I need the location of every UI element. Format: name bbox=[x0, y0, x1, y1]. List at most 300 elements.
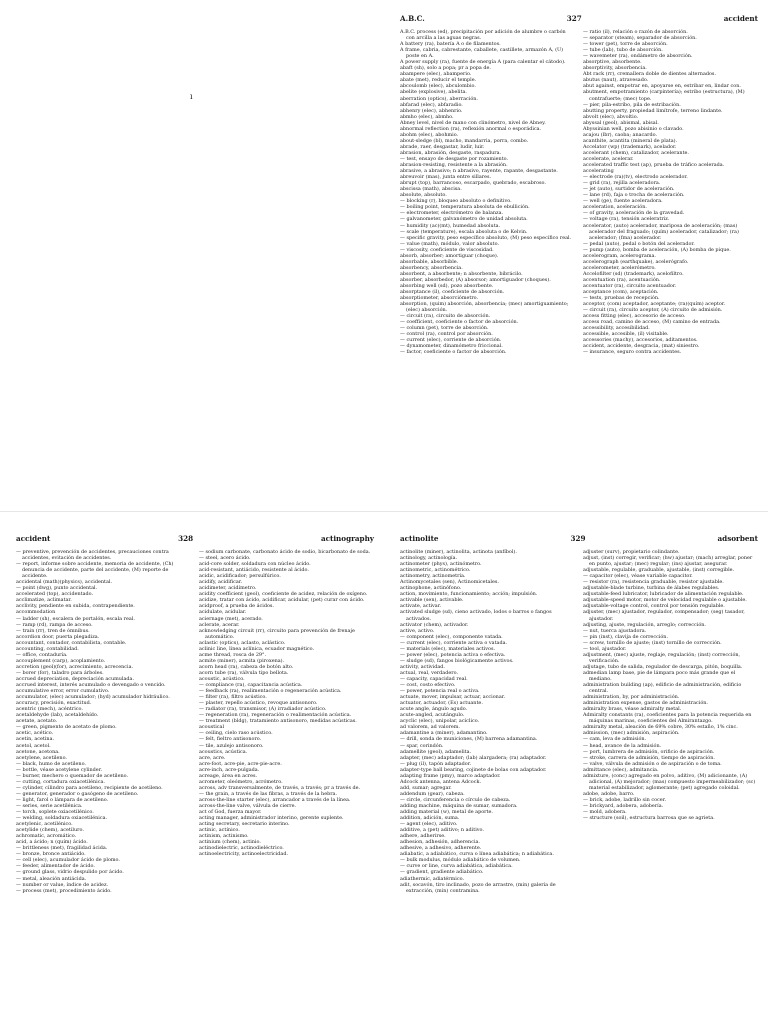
dictionary-entry: — black, humo de acetileno. bbox=[16, 760, 86, 767]
dictionary-entry: — pier, pila-estribo, pila de estribación. bbox=[583, 101, 681, 108]
column-left bbox=[400, 29, 575, 510]
dictionary-entry: abvolt (elec), abvoltio. bbox=[583, 113, 639, 120]
dictionary-entry: acetylenic, acetilénico. bbox=[16, 821, 73, 828]
dictionary-entry: additive, a (pet) aditivo; n aditivo. bbox=[400, 827, 484, 834]
dictionary-entry: acetic, acético. bbox=[16, 730, 54, 737]
dictionary-entry: Adcock antenna, antena Adcock. bbox=[400, 778, 482, 785]
dictionary-entry: absolute, absoluto. bbox=[400, 192, 447, 199]
dictionary-entry: acentric (mech), acéntrico. bbox=[16, 706, 83, 713]
dictionary-entry: — humidity (ac)(mt), humedad absoluta. bbox=[400, 222, 501, 229]
dictionary-entry: — cutting, cortadura oxiacetilénica. bbox=[16, 778, 105, 785]
dictionary-entry: admiralty brass, véase admiralty metal. bbox=[583, 706, 682, 713]
dictionary-entry: acre-foot, acre-pie, acre-pie-acre. bbox=[199, 760, 282, 767]
dictionary-entry: adjustable-blade turbine, turbina de álabes regulables. bbox=[583, 585, 720, 592]
page-number: 328 bbox=[178, 534, 194, 543]
dictionary-entry: action, movimiento, funcionamiento; acción; impulsión. bbox=[400, 591, 538, 598]
dictionary-entry: abampere (elec), abamperio. bbox=[400, 71, 472, 78]
dictionary-entry: — green, pigmento de acetato de plomo. bbox=[16, 724, 117, 731]
dictionary-entry: acoustic, acústico. bbox=[199, 675, 245, 682]
dictionary-entry: — series, serie acetilénica. bbox=[16, 802, 83, 809]
dictionary-entry: admiralty metal, aleación de 69% cobre, 30% estaño, 1% cinc. bbox=[583, 724, 738, 731]
dictionary-entry: abcoulomb (elec), abculombio. bbox=[400, 83, 476, 90]
dictionary-entry: accelerated traffic test (ap), prueba de tráfico acelerada. bbox=[583, 162, 725, 169]
dictionary-entry: abaft (sh), solo a popa; pr a popa de. bbox=[400, 65, 491, 72]
header-first-entry: actinolite bbox=[400, 534, 439, 543]
dictionary-entry: acting secretary, secretario interino. bbox=[199, 821, 290, 828]
dictionary-entry: actinology, actinología. bbox=[400, 555, 458, 562]
dictionary-entry: — separator (steam), separador de absorción. bbox=[583, 35, 697, 42]
dictionary-entry: — mold, adobera. bbox=[583, 809, 627, 816]
dictionary-entry: actinoelectricity, actinoelectricidad. bbox=[199, 851, 288, 858]
dictionary-entry: — scale (temperature), escala absoluta o de Kelvin. bbox=[400, 228, 528, 235]
dictionary-entry: — gradient, gradiente adiabático. bbox=[400, 869, 484, 876]
dictionary-entry: aclastic (optics), aclasto, aclástico. bbox=[199, 639, 286, 646]
dictionary-entry: — well (ge), fuente aceleradora. bbox=[583, 198, 663, 205]
dictionary-entry: accelerated (top), accidentado. bbox=[16, 591, 94, 598]
dictionary-entry: — preventive, prevención de accidentes, precauciones contra accidentes, evitación de accidentes. bbox=[16, 549, 169, 562]
dictionary-entry: admittance (elec), admitancia. bbox=[583, 766, 659, 773]
dictionary-entry: A.B.C. process (ed), precipitación por adición de alumbre o carbón con arcilla a las aguas negras. bbox=[400, 29, 566, 42]
dictionary-entry: A power supply (ra), fuente de energía A (para calentar el cátodo). bbox=[400, 59, 566, 66]
dictionary-entry: accelerogram, acelerograma. bbox=[583, 252, 656, 259]
dictionary-entry: acknowledging circuit (rr), circuito para prevención de frenaje automático. bbox=[199, 627, 355, 640]
header-first-entry: A.B.C. bbox=[400, 14, 425, 23]
dictionary-entry: access fitting (elec), accesorio de acceso. bbox=[583, 313, 686, 320]
dictionary-entry: — bottle, véase acetylene cylinder. bbox=[16, 766, 103, 773]
dictionary-entry: — light, farol o lámpara de acetileno. bbox=[16, 796, 109, 803]
dictionary-entry: — plaster, repello acústico, revoque antisonoro. bbox=[199, 700, 318, 707]
dictionary-entry: acetol, acetol. bbox=[16, 742, 51, 749]
dictionary-entry: — sludge (sd), fangos biológicamente activos. bbox=[400, 657, 514, 664]
dictionary-entry: — borer (for), taladro para árboles. bbox=[16, 669, 104, 676]
dictionary-entry: acceptor, (com) aceptador, aceptante; (ra)(quím) aceptor. bbox=[583, 301, 726, 308]
dictionary-entry: — screw, tornillo de ajuste; (inst) tornillo de corrección. bbox=[583, 639, 722, 646]
dictionary-entry: acidproof, a prueba de ácidos. bbox=[199, 603, 274, 610]
dictionary-entry: — brittleness (met), fragilidad ácida. bbox=[16, 845, 108, 852]
dictionary-entry: — voltage (ra), tensión aceleratriz. bbox=[583, 216, 670, 223]
dictionary-entry: acute-angled, acutángulo. bbox=[400, 712, 465, 719]
dictionary-entry: Abt rack (rr), cremallera doble de dientes alternados. bbox=[583, 71, 716, 78]
dictionary-entry: abmho (elec), abmho. bbox=[400, 113, 454, 120]
dictionary-entry: adapter, (mec) adaptador; (lab) alargadera; (ra) adaptador. bbox=[400, 754, 547, 761]
dictionary-entry: adamellite (geol), adamelita. bbox=[400, 748, 472, 755]
dictionary-entry: — cylinder, cilindro para acetileno, recipiente de acetileno. bbox=[16, 784, 163, 791]
page-number: 327 bbox=[566, 14, 582, 23]
dictionary-entry: abnormal reflection (ra), reflexión anormal o esporádica. bbox=[400, 125, 542, 132]
dictionary-entry: A frame, cabria, cabrestante, caballete, castillete, armazón A, (U) poste en A. bbox=[400, 47, 564, 60]
dictionary-entry: — bronze, bronce antiácido. bbox=[16, 851, 86, 858]
dictionary-entry: — ratio (il), relación o razón de absorción. bbox=[583, 29, 688, 35]
dictionary-entry: accelerate, acelerar. bbox=[583, 155, 634, 162]
dictionary-entry: adapter-type ball bearing, cojinete de bolas con adaptador. bbox=[400, 766, 547, 773]
dictionary-entry: accumulative error, error cumulativo. bbox=[16, 688, 110, 695]
dictionary-entry: abutment, empotramiento (carpintería); estribo (estructura), (M) contrafuerte; (mec) tope. bbox=[583, 89, 745, 102]
dictionary-entry: acrometer, oleómetro, acrómetro. bbox=[199, 778, 283, 785]
dictionary-entry: Accelofilter (sd) (trademark), acelofiltro. bbox=[583, 270, 684, 277]
dictionary-entry: — steel, acero ácido. bbox=[199, 555, 251, 562]
dictionary-entry: accounting, contabilidad. bbox=[16, 645, 79, 652]
dictionary-entry: across-the-line starter (elec), arrancador a través de la línea. bbox=[199, 796, 351, 803]
dictionary-entry: A battery (ra), batería A o de filamentos. bbox=[400, 41, 501, 48]
dictionary-entry: accelerograph (earthquake), acelerógrafo. bbox=[583, 258, 689, 265]
dictionary-entry: accessible, accesible, (il) visitable. bbox=[583, 331, 669, 338]
dictionary-entry: — specific gravity, peso específico absoluto, (M) peso específico real. bbox=[400, 234, 572, 241]
dictionary-entry: — electrode (ra)(tv), electrodo acelerador. bbox=[583, 174, 688, 181]
dictionary-entry: absorbable, absorbible. bbox=[400, 258, 459, 265]
dictionary-entry: — torch, soplete oxiacetilénico. bbox=[16, 809, 94, 816]
dictionary-entry: adjustable-feed lubricator, lubricador de alimentación regulable. bbox=[583, 591, 744, 598]
dictionary-entry: acidic, acidificador; persulfúrico. bbox=[199, 573, 281, 580]
dictionary-entry: accouplement (carp), acoplamiento. bbox=[16, 657, 106, 664]
dictionary-entry: actinophone, actinófono. bbox=[400, 585, 462, 592]
margin-mark: ı bbox=[190, 92, 193, 101]
dictionary-entry: — report, informe sobre accidente, memoria de accidente, (Ch) denuncia de accidente, parte del accidente, (M) reporte de accidente. bbox=[16, 561, 174, 580]
dictionary-entry: — stroke, carrera de admisión, tiempo de aspiración. bbox=[583, 754, 715, 761]
dictionary-entry: — tool, ajustador. bbox=[583, 645, 627, 652]
dictionary-entry: — value (math), módulo, valor absoluto. bbox=[400, 240, 500, 247]
dictionary-entry: abutus (naut), atravesado. bbox=[583, 77, 649, 84]
dictionary-entry: adding material (w), metal de aporte. bbox=[400, 809, 493, 816]
dictionary-entry: actinometry, actinometría. bbox=[400, 573, 466, 580]
dictionary-entry: accessibility, accesibilidad. bbox=[583, 325, 650, 332]
dictionary-entry: accrued interest, interés acumulado o devengado o vencido. bbox=[16, 682, 166, 689]
dictionary-entry: accessories (machy), accesorios, aditamentos. bbox=[583, 337, 698, 344]
dictionary-entry: acanthite, acantita (mineral de plata). bbox=[583, 137, 678, 144]
dictionary-entry: acetylide (chem), acetiluro. bbox=[16, 827, 84, 834]
dictionary-entry: acetin, acetina. bbox=[16, 736, 55, 743]
dictionary-entry: absorptive, absorbente. bbox=[583, 59, 642, 66]
dictionary-entry: acid-core solder, soldadura con núcleo ácido. bbox=[199, 561, 311, 568]
dictionary-entry: activator (chem), activador. bbox=[400, 621, 469, 628]
page-header bbox=[400, 14, 758, 26]
dictionary-entry: absorptance (il), coeficiente de absorción. bbox=[400, 289, 505, 296]
dictionary-entry: — circuit (ra), circuito de absorción. bbox=[400, 313, 491, 320]
dictionary-entry: absorber, absorbedor, (A) absorsor; amortiguador (choques). bbox=[400, 276, 551, 283]
dictionary-entry: — port, lumbrera de admisión, orificio de aspiración. bbox=[583, 748, 715, 755]
dictionary-entry: adhesive, a adhesivo, adherente. bbox=[400, 845, 482, 852]
dictionary-entry: — feedback (ra), realimentación o regeneración acústica. bbox=[199, 688, 342, 695]
dictionary-entry: — electrometer, electrómetro de balanza. bbox=[400, 210, 504, 217]
dictionary-entry: actinodielectric, actinodieléctrico. bbox=[199, 845, 284, 852]
dictionary-entry: abate (met), reducir el temple. bbox=[400, 77, 477, 84]
dictionary-entry: — brick, adobe, ladrillo sin cocer. bbox=[583, 796, 667, 803]
dictionary-entry: acyclic (elec), unipolar, acíclico. bbox=[400, 718, 480, 725]
blank-page-area bbox=[0, 0, 384, 512]
dictionary-entry: acidity coefficient (geol), coeficiente de acidez, relación de oxígeno. bbox=[199, 591, 368, 598]
dictionary-entry: — head, avance de la admisión. bbox=[583, 742, 662, 749]
dictionary-entry: — jet (auto), surtidor de aceleración. bbox=[583, 186, 675, 193]
dictionary-entry: addendum (gear), cabeza. bbox=[400, 790, 465, 797]
dictionary-entry: — burner, mechero o quemador de acetileno. bbox=[16, 772, 129, 779]
dictionary-entry: activity, actividad. bbox=[400, 663, 445, 670]
dictionary-entry: — capacity, capacidad real. bbox=[400, 675, 468, 682]
dictionary-entry: — lane (rd), faja o trocha de aceleración. bbox=[583, 192, 685, 199]
dictionary-entry: — ceiling, cielo raso acústico. bbox=[199, 730, 273, 737]
dictionary-entry: acceptance (com), aceptación. bbox=[583, 289, 659, 296]
dictionary-entry: — circle, circunferencia o círculo de cabeza. bbox=[400, 796, 511, 803]
dictionary-entry: abut against, empotrar en, apoyarse en, estribar en, lindar con. bbox=[583, 83, 741, 90]
column-right bbox=[583, 549, 758, 1022]
dictionary-entry: — point (dwg), punto accidental. bbox=[16, 585, 98, 592]
dictionary-entry: accretion (geol)(for), acrecimiento, acrecencia. bbox=[16, 663, 134, 670]
dictionary-entry: adjustable-speed motor, motor de velocidad regulable o ajustable. bbox=[583, 597, 747, 604]
dictionary-entry: acid, a ácido; n (quím) ácido. bbox=[16, 839, 88, 846]
dictionary-entry: accelerometer, acelerómetro. bbox=[583, 264, 656, 271]
dictionary-entry: adjusting, ajuste, regulación, arreglo; corrección. bbox=[583, 621, 706, 628]
dictionary-entry: acorn head (ra), cabeza de botón alto. bbox=[199, 663, 294, 670]
dictionary-entry: acceleration, aceleración. bbox=[583, 204, 647, 211]
dictionary-entry: abreuvoir (mas), junta entre sillares. bbox=[400, 174, 492, 181]
dictionary-entry: accommodation bbox=[16, 609, 56, 616]
header-last-entry: actinography bbox=[320, 534, 374, 543]
dictionary-entry: — resistor (ra), resistencia graduable, resistor ajustable. bbox=[583, 579, 724, 586]
dictionary-entry: — cell (elec), acumulador ácido de plomo. bbox=[16, 857, 120, 864]
column-left bbox=[400, 549, 575, 1022]
dictionary-entry: access road, camino de acceso, (M) camino de entrada. bbox=[583, 319, 721, 326]
dictionary-entry: — pump (auto), bomba de aceleración, (A) bomba de pique. bbox=[583, 246, 731, 253]
dictionary-entry: — power (elec), potencia activa o efectiva. bbox=[400, 651, 506, 658]
page-columns bbox=[400, 29, 758, 510]
header-last-entry: accident bbox=[723, 14, 758, 23]
dictionary-entry: — control (ra), control por absorción. bbox=[400, 331, 493, 338]
dictionary-entry: across-the-line valve, válvula de cierre. bbox=[199, 802, 297, 809]
dictionary-entry: adjuster, (mec) ajustador, regulador, compensador; (seg) tasador, ajustador. bbox=[583, 609, 745, 622]
dictionary-entry: — viscosity, coeficiente de viscosidad. bbox=[400, 246, 494, 253]
dictionary-entry: actinic, actínico. bbox=[199, 827, 240, 834]
dictionary-entry: abfarad (elec), abfaradio. bbox=[400, 101, 463, 108]
dictionary-entry: aclinic line, línea aclínica, ecuador magnético. bbox=[199, 645, 315, 652]
dictionary-entry: — of gravity, aceleración de la gravedad. bbox=[583, 210, 685, 217]
dictionary-entry: — feeder, alimentador de ácido. bbox=[16, 863, 95, 870]
dictionary-entry: — drill, sonda de municiones, (M) barrena adamantina. bbox=[400, 736, 538, 743]
dictionary-entry: — bulk modulus, módulo adiabático de volumen. bbox=[400, 857, 521, 864]
dictionary-entry: abrasive, a abrasivo; n abrasivo, rayente, rapante, desgastante. bbox=[400, 168, 558, 175]
dictionary-entry: — generator, generador o gasógeno de acetileno. bbox=[16, 790, 139, 797]
header-last-entry: adsorbent bbox=[717, 534, 758, 543]
page-number: 329 bbox=[570, 534, 586, 543]
dictionary-entry: abscissa (math), abscisa. bbox=[400, 186, 462, 193]
dictionary-entry: add, sumar; agregar. bbox=[400, 784, 452, 791]
dictionary-entry: adhere, adherirse. bbox=[400, 833, 446, 840]
dictionary-entry: acidimeter, acidímetro. bbox=[199, 585, 257, 592]
dictionary-entry: abrasion, abrasión, desgaste, raspadura. bbox=[400, 149, 502, 156]
dictionary-entry: active, activo. bbox=[400, 627, 435, 634]
dictionary-entry: activable (sen), activable. bbox=[400, 597, 464, 604]
dictionary-entry: Abney level, nivel de mano con clinómetro, nivel de Abney. bbox=[400, 119, 546, 126]
dictionary-entry: — ladder (sh), escalera de portalón, escala real. bbox=[16, 615, 135, 622]
dictionary-entry: accordion door, puerta plegadiza. bbox=[16, 633, 100, 640]
dictionary-entry: acre-inch, acre-pulgada. bbox=[199, 766, 260, 773]
dictionary-entry: accentuation (ra), acentuación. bbox=[583, 276, 661, 283]
dictionary-entry: — circuit (ra), circuito aceptor, (A) circuito de admisión. bbox=[583, 307, 723, 314]
dictionary-entry: — welding, soldadura oxiacetilénica. bbox=[16, 815, 108, 822]
dictionary-entry: accentuator (ra), circuito acentuador. bbox=[583, 282, 677, 289]
dictionary-entry: absorb, absorber; amortiguar (choque). bbox=[400, 252, 499, 259]
dictionary-entry: actinolite (miner), actinolita, actinota (anfíbol). bbox=[400, 549, 517, 555]
dictionary-entry: — brickyard, adobera, adobería. bbox=[583, 802, 664, 809]
dictionary-entry: — cost, costo efectivo. bbox=[400, 682, 456, 689]
dictionary-entry: acetone, acetona. bbox=[16, 748, 60, 755]
dictionary-entry: acute angle, ángulo agudo. bbox=[400, 706, 468, 713]
dictionary-entry: abrade, raer, desgastar, ludir, luir. bbox=[400, 143, 485, 150]
column-right bbox=[583, 29, 758, 510]
dictionary-entry: absorptiometer, absorciómetro. bbox=[400, 295, 479, 302]
dictionary-entry: aclerate, acerar. bbox=[199, 621, 240, 628]
dictionary-entry: — wavemeter (ra), ondámetro de absorción. bbox=[583, 53, 693, 60]
dictionary-entry: — ground glass, vidrio despulido por ácido. bbox=[16, 869, 124, 876]
dictionary-entry: — tower (pet), torre de absorción. bbox=[583, 41, 668, 48]
header-first-entry: accident bbox=[16, 534, 51, 543]
dictionary-entry: admedian lamp base, pie de lámpara poco más grande que el mediano. bbox=[583, 669, 736, 682]
dictionary-entry: — nut, tuerca ajustadora. bbox=[583, 627, 647, 634]
dictionary-entry: — capacitor (elec), véase variable capacitor. bbox=[583, 573, 693, 580]
column-right bbox=[199, 549, 374, 1022]
dictionary-entry: Accelator (wp) (trademark), acelador. bbox=[583, 143, 677, 150]
dictionary-entry: — structure (soil), estructura barrosa que se agrieta. bbox=[583, 815, 715, 822]
dictionary-entry: absorption, (quim) absorción, absorbencia; (mec) amortiguamiento; (elec) absorción. bbox=[400, 301, 569, 314]
dictionary-entry: — tube (lab), tubo de absorción. bbox=[583, 47, 663, 54]
dictionary-entry: adjustable, regulable, graduable, ajustable, (inst) corregible. bbox=[583, 567, 735, 574]
dictionary-entry: Admiralty constants (ra), coeficientes para la potencia requerida en máquinas marinas, coeficientes del Almirantazgo. bbox=[583, 712, 752, 725]
dictionary-entry: acoustical bbox=[199, 724, 225, 731]
dictionary-entry: actual, real, verdadero. bbox=[400, 669, 458, 676]
dictionary-entry: activated sludge (sd), cieno activado, lodos o barros o fangos activados. bbox=[400, 609, 552, 622]
dictionary-entry: Actinomycetales (sen), Actinomicetales. bbox=[400, 579, 499, 586]
dictionary-entry: across, adv transversalmente, de través, a través; pr a través de. bbox=[199, 784, 361, 791]
dictionary-entry: acidulate, acidular. bbox=[199, 609, 247, 616]
dictionary-entry: accuracy, precisión, exactitud. bbox=[16, 700, 92, 707]
dictionary-entry: accumulator, (elec) acumulador; (hyd) acumulador hidráulico. bbox=[16, 694, 170, 701]
dictionary-entry: — current (elec), corriente activa o vatada. bbox=[400, 639, 508, 646]
dictionary-entry: administration building (ap), edificio de administración, edificio central. bbox=[583, 682, 742, 695]
page-columns bbox=[400, 549, 758, 1022]
dictionary-entry: actinium (chem), actinio. bbox=[199, 839, 261, 846]
dictionary-entry: abelite (explosive), abelita. bbox=[400, 89, 467, 96]
dictionary-entry: absorbing well (sd), pozo absorbente. bbox=[400, 282, 494, 289]
dictionary-entry: acme thread, rosca de 29°. bbox=[199, 651, 267, 658]
dictionary-entry: absorbency, absorbencia. bbox=[400, 264, 463, 271]
dictionary-entry: about-sledge (bl), macho, mandarria, porra, combo. bbox=[400, 137, 529, 144]
dictionary-entry: acetate, acetato. bbox=[16, 718, 58, 725]
dictionary-entry: absorbent, a absorbente; n absorbente, bibrácilo. bbox=[400, 270, 523, 277]
column-left bbox=[16, 549, 191, 1022]
dictionary-entry: accelerating bbox=[583, 168, 614, 175]
dictionary-entry: — blocking (r), bloqueo absoluto o definitivo. bbox=[400, 198, 512, 205]
dictionary-entry: accident, accidente, desgracia, (mat) siniestro. bbox=[583, 343, 700, 350]
dictionary-entry: accelerator, (auto) acelerador, mariposa de aceleración; (mas) acelerador del fraguado; (quím) acelerador, catalizador; (ra) acelerador; (fma) acelerador. bbox=[583, 222, 739, 241]
dictionary-entry: adding machine, máquina de sumar, sumadora. bbox=[400, 802, 518, 809]
dictionary-entry: — agent (elec), aditivo. bbox=[400, 821, 458, 828]
dictionary-entry: — the grain, a través de las fibras, a través de la hebra. bbox=[199, 790, 338, 797]
dictionary-entry: acajou (lbr), caoba; anacardo. bbox=[583, 131, 658, 138]
dictionary-entry: actinism, actinismo. bbox=[199, 833, 249, 840]
dictionary-entry: — curve or line, curva adiabática, adiabática. bbox=[400, 863, 513, 870]
dictionary-entry: acre, acre. bbox=[199, 754, 226, 761]
dictionary-entry: acidify, acidificar. bbox=[199, 579, 243, 586]
dictionary-entry: — coefficient, coeficiente o factor de absorción. bbox=[400, 319, 519, 326]
dictionary-entry: adiathermic, adiatérmico. bbox=[400, 875, 465, 882]
dictionary-entry: accrued depreciation, depreciación acumulada. bbox=[16, 675, 135, 682]
dictionary-entry: — cam, leva de admisión. bbox=[583, 736, 647, 743]
dictionary-entry: — grid (ra), rejilla aceleradora. bbox=[583, 180, 661, 187]
dictionary-entry: — ramp (rd), rampa de acceso. bbox=[16, 621, 93, 628]
dictionary-entry: adit, socavón, tiro inclinado, pozo de arrastre, (min) galería de extracción, (min) contramina. bbox=[400, 881, 556, 894]
dictionary-entry: — test, ensayo de desgaste por rozamiento. bbox=[400, 155, 509, 162]
dictionary-entry: — metal, aleación antiácida. bbox=[16, 875, 87, 882]
dictionary-entry: actinometer (phys), actinómetro. bbox=[400, 561, 482, 568]
dictionary-entry: — spar, corindón. bbox=[400, 742, 444, 749]
dictionary-entry: aciernage (met), acerado. bbox=[199, 615, 263, 622]
dictionary-entry: — insurance, seguro contra accidentes. bbox=[583, 349, 682, 356]
dictionary-entry: accelerant (chem), catalizador, acelerante. bbox=[583, 149, 689, 156]
dictionary-entry: acorn tube (ra), válvula tipo bellota. bbox=[199, 669, 289, 676]
dictionary-entry: acidize, tratar con ácido, acidificar, acidular, (pet) curar con ácido. bbox=[199, 597, 365, 604]
dictionary-entry: — plug (il), tapón adaptador. bbox=[400, 760, 472, 767]
dictionary-entry: adobe, adobe, barro. bbox=[583, 790, 635, 797]
dictionary-entry: Abyssinian well, pozo abisinio o clavado. bbox=[583, 125, 684, 132]
dictionary-entry: acmite (miner), acmita (piroxena). bbox=[199, 657, 285, 664]
dictionary-entry: adjustment, (mec) ajuste, reglaje, regulación; (inst) corrección, verificación. bbox=[583, 651, 741, 664]
dictionary-entry: adjuster (surv), propietario colindante. bbox=[583, 549, 680, 555]
dictionary-entry: actuator, actuador, (Es) actuante. bbox=[400, 700, 483, 707]
dictionary-entry: absorptivity, absorbencia. bbox=[583, 65, 647, 72]
dictionary-entry: adjutage, tubo de salida, regulador de descarga, pitón, boquilla. bbox=[583, 663, 743, 670]
dictionary-entry: — compliance (ra), capacitancia acústica. bbox=[199, 682, 303, 689]
dictionary-page-328 bbox=[0, 512, 384, 1024]
dictionary-entry: administration expense, gastos de administración. bbox=[583, 700, 708, 707]
dictionary-entry: — treatment (bldg), tratamiento antisonoro, medidas acústicas. bbox=[199, 718, 357, 725]
dictionary-entry: adiabatic, a adiabático, curva o línea adiabática; n adiabática. bbox=[400, 851, 554, 858]
dictionary-entry: accountant, contador, contabilista, contable. bbox=[16, 639, 127, 646]
dictionary-entry: adjustable-voltage control, control por tensión regulable. bbox=[583, 603, 725, 610]
dictionary-entry: abutting property, propiedad limítrofe, terreno lindante. bbox=[583, 107, 723, 114]
dictionary-entry: abrupt (top), barrancoso, escarpado, quebrado, escabroso. bbox=[400, 180, 546, 187]
dictionary-entry: — boiling point, temperatura absoluta de ebullición. bbox=[400, 204, 530, 211]
dictionary-entry: — column (pet), torre de absorción. bbox=[400, 325, 489, 332]
dictionary-entry: addition, adición, suma. bbox=[400, 815, 460, 822]
dictionary-entry: actuate, mover, impulsar, actuar, accionar. bbox=[400, 694, 506, 701]
dictionary-entry: — dynamometer, dinamómetro friccional. bbox=[400, 343, 503, 350]
dictionary-entry: — office, contaduría. bbox=[16, 651, 68, 658]
dictionary-entry: acid-resistant, antiácido, resistente al ácido. bbox=[199, 567, 309, 574]
dictionary-entry: — process (met), procedimiento ácido. bbox=[16, 887, 112, 894]
dictionary-entry: — tile, azulejo antisonoro. bbox=[199, 742, 264, 749]
dictionary-entry: — current (elec), corriente de absorción. bbox=[400, 337, 502, 344]
dictionary-entry: admixture, (conc) agregado en polvo, aditivo, (M) adicionante, (A) adicional, (A) mejorador; (mas) compuesto impermeabilizador; (sc) material estabilizador, aglomerante; (pet) agregado coloidal. bbox=[583, 772, 756, 791]
dictionary-entry: acoustics, acústica. bbox=[199, 748, 248, 755]
dictionary-entry: — galvanometer, galvanómetro de unidad absoluta. bbox=[400, 216, 528, 223]
dictionary-entry: ad valorem, ad valorem. bbox=[400, 724, 460, 731]
dictionary-entry: — factor, coeficiente o factor de absorción. bbox=[400, 349, 507, 356]
dictionary-entry: — number or value, índice de acidez. bbox=[16, 881, 109, 888]
dictionary-entry: acetaldehyde (lab), acetaldehído. bbox=[16, 712, 99, 719]
dictionary-entry: actinometric, actinométrico. bbox=[400, 567, 471, 574]
dictionary-entry: adapting frame (pmy), marco adaptador. bbox=[400, 772, 501, 779]
dictionary-entry: act of God, fuerza mayor. bbox=[199, 809, 262, 816]
dictionary-entry: aberration (optics), aberración. bbox=[400, 95, 478, 102]
dictionary-entry: — pin (inst), clavija de corrección. bbox=[583, 633, 669, 640]
dictionary-entry: — power, potencia real o activa. bbox=[400, 688, 480, 695]
dictionary-entry: activate, activar. bbox=[400, 603, 442, 610]
dictionary-entry: achromatic, acromático. bbox=[16, 833, 77, 840]
dictionary-entry: — component (elec), componente vatada. bbox=[400, 633, 503, 640]
dictionary-entry: admission, (mec) admisión, aspiración. bbox=[583, 730, 680, 737]
dictionary-entry: — tests, pruebas de recepción. bbox=[583, 295, 660, 302]
dictionary-entry: — valve, válvula de admisión o de aspiración o de toma. bbox=[583, 760, 722, 767]
dictionary-entry: adhesion, adhesión, adherencia. bbox=[400, 839, 480, 846]
dictionary-page-327 bbox=[384, 0, 768, 512]
dictionary-entry: acclimatize, aclimatar. bbox=[16, 597, 72, 604]
